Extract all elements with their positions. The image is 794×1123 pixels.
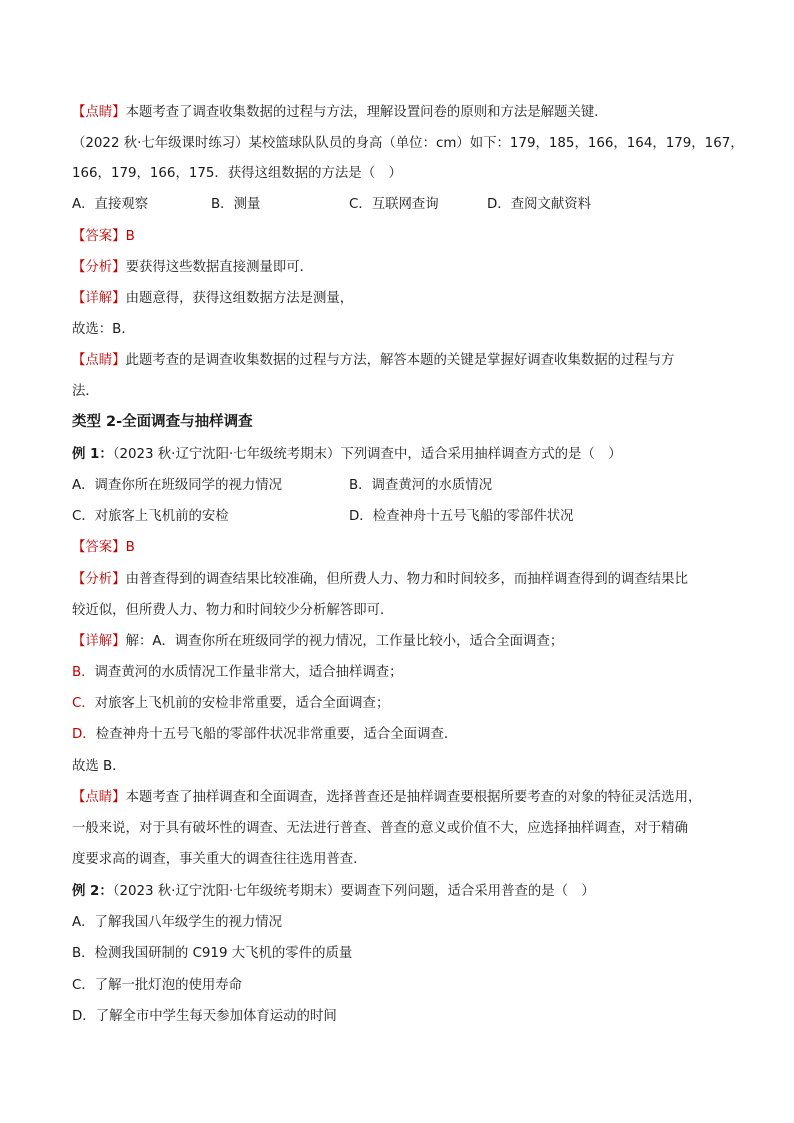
ex1-dianjing — [72, 789, 701, 807]
ex1-option-d: D．检查神舟十五号飞船的零部件状况 — [349, 509, 574, 524]
ex1-detail-c-label: C． — [72, 696, 95, 711]
q1-option-c: C．互联网查询 — [349, 197, 439, 212]
q1-dianjing-line2: 法． — [72, 384, 99, 399]
detail-tag: 【详解】 — [72, 291, 126, 306]
q1-detail — [72, 290, 353, 308]
ex1-label: 例 1： — [72, 447, 113, 462]
ex1-stem-text: （2023 秋·辽宁沈阳·七年级统考期末）下列调查中，适合采用抽样调查方式的是（ ） — [112, 447, 622, 462]
q1-stem-line1: （2022 秋·七年级课时练习）某校篮球队队员的身高（单位：cm）如下：179，185，166，164，179，167， — [72, 136, 744, 151]
q1-analysis — [72, 259, 313, 277]
answer-tag: 【答案】 — [72, 229, 126, 244]
ex1-detail-b-text: 调查黄河的水质情况工作量非常大，适合抽样调查； — [94, 665, 403, 680]
q1-detail-text: 由题意得，获得这组数据方法是测量， — [125, 291, 354, 306]
analysis-tag: 【分析】 — [72, 260, 126, 275]
ex1-detail-c — [72, 695, 389, 713]
q1-choose: 故选：B． — [72, 322, 135, 337]
q1-analysis-text: 要获得这些数据直接测量即可． — [125, 260, 314, 275]
ex2-label: 例 2： — [72, 884, 113, 899]
q0-dianjing-text: 本题考查了调查收集数据的过程与方法，理解设置问卷的原则和方法是解题关键． — [125, 105, 608, 120]
ex1-analysis-line1: 由普查得到的调查结果比较准确，但所费人力、物力和时间较多，而抽样调查得到的调查结果比 — [125, 572, 688, 587]
ex1-detail-b — [72, 664, 403, 682]
ex1-option-c: C．对旅客上飞机前的安检 — [72, 509, 229, 524]
ex1-detail-d — [72, 726, 457, 744]
q1-answer — [72, 228, 135, 246]
ex1-detail-c-text: 对旅客上飞机前的安检非常重要，适合全面调查； — [94, 696, 390, 711]
q1-option-d: D．查阅文献资料 — [487, 197, 592, 212]
ex1-dianjing-line2: 一般来说，对于具有破坏性的调查、无法进行普查、普查的意义或价值不大，应选择抽样调查，对于精确 — [72, 821, 688, 836]
ex2-option-c: C．了解一批灯泡的使用寿命 — [72, 978, 243, 993]
section-title: 类型 2-全面调查与抽样调查 — [72, 414, 253, 430]
ex1-detail — [72, 633, 563, 651]
dianjing-tag: 【点睛】 — [72, 790, 126, 805]
ex2-option-b: B．检测我国研制的 C919 大飞机的零件的质量 — [72, 946, 353, 961]
q0-dianjing — [72, 104, 608, 122]
q1-option-a: A．直接观察 — [72, 197, 149, 212]
ex1-detail-d-label: D． — [72, 727, 96, 742]
ex1-dianjing-line3: 度要求高的调查，事关重大的调查往往选用普查． — [72, 852, 367, 867]
ex2-option-a: A．了解我国八年级学生的视力情况 — [72, 915, 283, 930]
ex1-analysis — [72, 571, 688, 589]
ex1-detail-d-text: 检查神舟十五号飞船的零部件状况非常重要，适合全面调查． — [95, 727, 458, 742]
dianjing-tag: 【点睛】 — [72, 105, 126, 120]
detail-tag: 【详解】 — [72, 634, 126, 649]
ex1-stem — [72, 446, 622, 464]
ex1-detail-b-label: B． — [72, 665, 95, 680]
q1-dianjing — [72, 352, 675, 370]
ex1-detail-line1: 解：A．调查你所在班级同学的视力情况，工作量比较小，适合全面调查； — [125, 634, 564, 649]
q1-dianjing-line1: 此题考查的是调查收集数据的过程与方法，解答本题的关键是掌握好调查收集数据的过程与方 — [125, 353, 675, 368]
ex1-option-b: B．调查黄河的水质情况 — [349, 478, 493, 493]
q1-stem-line2: 166，179，166，175．获得这组数据的方法是（ ） — [72, 166, 402, 181]
ex1-answer — [72, 539, 135, 557]
ex1-choose: 故选 B． — [72, 759, 126, 774]
q1-option-b: B．测量 — [211, 197, 261, 212]
ex1-dianjing-line1: 本题考查了抽样调查和全面调查，选择普查还是抽样调查要根据所要考查的对象的特征灵活选用， — [125, 790, 702, 805]
ex2-stem — [72, 883, 595, 901]
ex1-answer-value: B — [125, 540, 135, 555]
answer-tag: 【答案】 — [72, 540, 126, 555]
ex1-option-a: A．调查你所在班级同学的视力情况 — [72, 478, 283, 493]
q1-answer-value: B — [125, 229, 135, 244]
dianjing-tag: 【点睛】 — [72, 353, 126, 368]
ex2-stem-text: （2023 秋·辽宁沈阳·七年级统考期末）要调查下列问题，适合采用普查的是（ ） — [112, 884, 595, 899]
ex1-analysis-line2: 较近似，但所费人力、物力和时间较少分析解答即可． — [72, 603, 394, 618]
ex2-option-d: D．了解全市中学生每天参加体育运动的时间 — [72, 1009, 337, 1024]
analysis-tag: 【分析】 — [72, 572, 126, 587]
